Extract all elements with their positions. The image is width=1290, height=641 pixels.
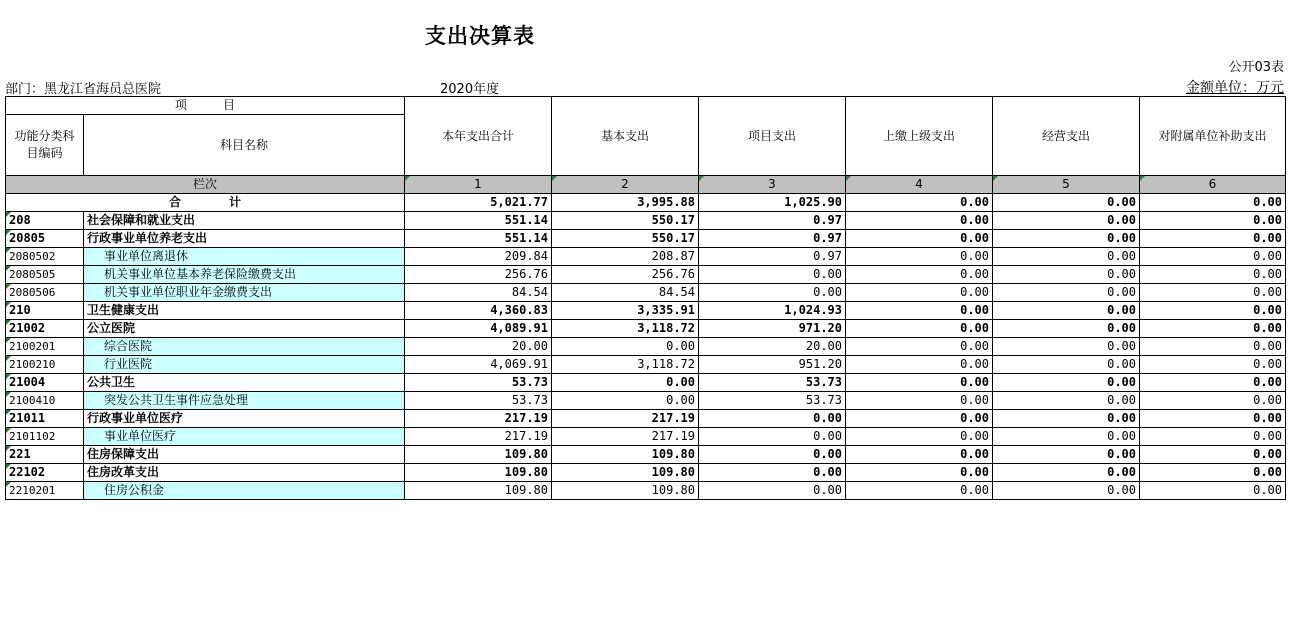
row-value: 0.97 — [699, 248, 846, 266]
row-value: 0.00 — [846, 446, 993, 464]
row-value: 0.00 — [993, 410, 1140, 428]
row-value: 0.97 — [699, 212, 846, 230]
row-value: 53.73 — [405, 392, 552, 410]
table-row — [6, 392, 1286, 410]
row-value: 971.20 — [699, 320, 846, 338]
year-label: 2020年度 — [440, 82, 500, 97]
header-col-5: 经营支出 — [993, 97, 1140, 176]
row-value: 53.73 — [699, 392, 846, 410]
row-value: 0.00 — [993, 464, 1140, 482]
row-name: 突发公共卫生事件应急处理 — [84, 392, 405, 410]
row-value: 0.00 — [993, 356, 1140, 374]
row-value: 0.00 — [846, 248, 993, 266]
row-value: 0.00 — [1140, 212, 1286, 230]
row-value: 0.00 — [1140, 248, 1286, 266]
row-value: 0.00 — [1140, 320, 1286, 338]
row-code: 221 — [6, 446, 84, 464]
header-col-4: 上缴上级支出 — [846, 97, 993, 176]
col-number-6: 6 — [1140, 176, 1286, 194]
row-value: 0.00 — [1140, 302, 1286, 320]
row-code: 2100210 — [6, 356, 84, 374]
row-name: 事业单位医疗 — [84, 428, 405, 446]
table-row — [6, 230, 1286, 248]
row-value: 20.00 — [405, 338, 552, 356]
total-label: 合 计 — [6, 194, 405, 212]
row-value: 0.00 — [993, 446, 1140, 464]
row-value: 217.19 — [405, 410, 552, 428]
row-value: 3,118.72 — [552, 356, 699, 374]
row-value: 53.73 — [405, 374, 552, 392]
header-col-3: 项目支出 — [699, 97, 846, 176]
department-label: 部门：黑龙江省海员总医院 — [5, 82, 162, 97]
row-value: 0.00 — [846, 482, 993, 500]
row-value: 0.00 — [993, 320, 1140, 338]
row-value: 0.00 — [699, 464, 846, 482]
col-number-4: 4 — [846, 176, 993, 194]
row-code: 208 — [6, 212, 84, 230]
row-name: 住房改革支出 — [84, 464, 405, 482]
row-value: 0.00 — [846, 464, 993, 482]
row-name: 住房保障支出 — [84, 446, 405, 464]
row-value: 0.00 — [993, 374, 1140, 392]
row-value: 0.00 — [552, 374, 699, 392]
table-row — [6, 464, 1286, 482]
row-value: 0.00 — [993, 248, 1140, 266]
row-value: 84.54 — [405, 284, 552, 302]
row-value: 0.00 — [1140, 446, 1286, 464]
header-code-col: 功能分类科目编码 — [6, 115, 84, 176]
row-name: 行政事业单位养老支出 — [84, 230, 405, 248]
total-row — [6, 194, 1286, 212]
row-value: 0.00 — [1140, 230, 1286, 248]
row-value: 109.80 — [552, 482, 699, 500]
row-value: 0.00 — [699, 446, 846, 464]
row-name: 行政事业单位医疗 — [84, 410, 405, 428]
table-row — [6, 356, 1286, 374]
row-value: 3,118.72 — [552, 320, 699, 338]
row-code: 2080506 — [6, 284, 84, 302]
row-name: 公立医院 — [84, 320, 405, 338]
table-row — [6, 212, 1286, 230]
row-value: 0.00 — [846, 266, 993, 284]
row-value: 0.00 — [993, 302, 1140, 320]
row-value: 0.00 — [699, 284, 846, 302]
total-value: 0.00 — [993, 194, 1140, 212]
row-value: 0.00 — [993, 212, 1140, 230]
table-row — [6, 266, 1286, 284]
row-value: 0.00 — [993, 482, 1140, 500]
table-row — [6, 410, 1286, 428]
row-value: 209.84 — [405, 248, 552, 266]
row-value: 0.00 — [993, 230, 1140, 248]
row-value: 84.54 — [552, 284, 699, 302]
row-value: 0.00 — [846, 392, 993, 410]
total-value: 5,021.77 — [405, 194, 552, 212]
row-value: 0.00 — [1140, 374, 1286, 392]
row-name: 机关事业单位基本养老保险缴费支出 — [84, 266, 405, 284]
row-value: 551.14 — [405, 230, 552, 248]
row-value: 0.00 — [993, 338, 1140, 356]
row-value: 4,360.83 — [405, 302, 552, 320]
expenditure-table — [5, 96, 1286, 500]
table-row — [6, 302, 1286, 320]
row-value: 0.00 — [846, 320, 993, 338]
row-value: 0.00 — [993, 392, 1140, 410]
row-value: 0.00 — [1140, 284, 1286, 302]
col-number-1: 1 — [405, 176, 552, 194]
row-value: 53.73 — [699, 374, 846, 392]
row-value: 0.00 — [846, 302, 993, 320]
header-col-1: 本年支出合计 — [405, 97, 552, 176]
row-value: 0.00 — [846, 356, 993, 374]
total-value: 1,025.90 — [699, 194, 846, 212]
form-number: 公开03表 — [1228, 60, 1284, 75]
row-value: 0.00 — [846, 374, 993, 392]
row-value: 0.00 — [993, 284, 1140, 302]
row-value: 0.00 — [846, 338, 993, 356]
table-row — [6, 428, 1286, 446]
row-name: 综合医院 — [84, 338, 405, 356]
header-name-col: 科目名称 — [84, 115, 405, 176]
row-value: 0.00 — [699, 410, 846, 428]
row-value: 0.00 — [699, 428, 846, 446]
row-value: 0.00 — [1140, 428, 1286, 446]
page-title: 支出决算表 — [425, 24, 535, 48]
row-value: 0.00 — [1140, 266, 1286, 284]
row-value: 0.00 — [552, 338, 699, 356]
table-row — [6, 320, 1286, 338]
row-value: 0.00 — [846, 428, 993, 446]
total-value: 0.00 — [846, 194, 993, 212]
row-value: 109.80 — [552, 464, 699, 482]
table-row — [6, 446, 1286, 464]
row-code: 2080505 — [6, 266, 84, 284]
row-name: 社会保障和就业支出 — [84, 212, 405, 230]
row-value: 0.00 — [699, 482, 846, 500]
table-row — [6, 482, 1286, 500]
table-row — [6, 248, 1286, 266]
row-value: 256.76 — [552, 266, 699, 284]
row-code: 22102 — [6, 464, 84, 482]
row-value: 0.00 — [1140, 392, 1286, 410]
row-code: 2101102 — [6, 428, 84, 446]
row-code: 2080502 — [6, 248, 84, 266]
row-value: 109.80 — [552, 446, 699, 464]
row-value: 3,335.91 — [552, 302, 699, 320]
row-value: 0.00 — [1140, 356, 1286, 374]
total-value: 3,995.88 — [552, 194, 699, 212]
row-name: 机关事业单位职业年金缴费支出 — [84, 284, 405, 302]
row-value: 0.97 — [699, 230, 846, 248]
row-value: 4,089.91 — [405, 320, 552, 338]
row-value: 0.00 — [846, 212, 993, 230]
row-value: 109.80 — [405, 464, 552, 482]
col-number-2: 2 — [552, 176, 699, 194]
row-name: 行业医院 — [84, 356, 405, 374]
total-value: 0.00 — [1140, 194, 1286, 212]
col-number-5: 5 — [993, 176, 1140, 194]
amount-unit-label: 金额单位：万元 — [1186, 80, 1284, 96]
row-value: 217.19 — [552, 428, 699, 446]
row-code: 2100201 — [6, 338, 84, 356]
row-code: 2210201 — [6, 482, 84, 500]
row-value: 109.80 — [405, 482, 552, 500]
row-code: 2100410 — [6, 392, 84, 410]
row-value: 550.17 — [552, 230, 699, 248]
header-col-2: 基本支出 — [552, 97, 699, 176]
row-value: 208.87 — [552, 248, 699, 266]
table-row — [6, 338, 1286, 356]
row-name: 卫生健康支出 — [84, 302, 405, 320]
row-value: 0.00 — [993, 266, 1140, 284]
row-value: 20.00 — [699, 338, 846, 356]
row-value: 951.20 — [699, 356, 846, 374]
row-code: 21004 — [6, 374, 84, 392]
row-name: 公共卫生 — [84, 374, 405, 392]
row-value: 0.00 — [846, 410, 993, 428]
row-value: 551.14 — [405, 212, 552, 230]
row-code: 21011 — [6, 410, 84, 428]
row-code: 20805 — [6, 230, 84, 248]
row-value: 4,069.91 — [405, 356, 552, 374]
row-value: 0.00 — [1140, 464, 1286, 482]
row-value: 0.00 — [1140, 482, 1286, 500]
row-value: 0.00 — [552, 392, 699, 410]
table-row — [6, 374, 1286, 392]
row-name: 事业单位离退休 — [84, 248, 405, 266]
row-value: 1,024.93 — [699, 302, 846, 320]
row-code: 210 — [6, 302, 84, 320]
row-value: 0.00 — [1140, 410, 1286, 428]
header-item-group: 项 目 — [6, 97, 405, 115]
header-col-6: 对附属单位补助支出 — [1140, 97, 1286, 176]
row-value: 550.17 — [552, 212, 699, 230]
table-row — [6, 284, 1286, 302]
row-value: 217.19 — [552, 410, 699, 428]
col-number-3: 3 — [699, 176, 846, 194]
row-name: 住房公积金 — [84, 482, 405, 500]
row-value: 256.76 — [405, 266, 552, 284]
row-value: 0.00 — [993, 428, 1140, 446]
lanci-label: 栏次 — [6, 176, 405, 194]
row-value: 0.00 — [1140, 338, 1286, 356]
row-value: 0.00 — [699, 266, 846, 284]
row-value: 109.80 — [405, 446, 552, 464]
row-value: 0.00 — [846, 230, 993, 248]
row-code: 21002 — [6, 320, 84, 338]
row-value: 0.00 — [846, 284, 993, 302]
row-value: 217.19 — [405, 428, 552, 446]
